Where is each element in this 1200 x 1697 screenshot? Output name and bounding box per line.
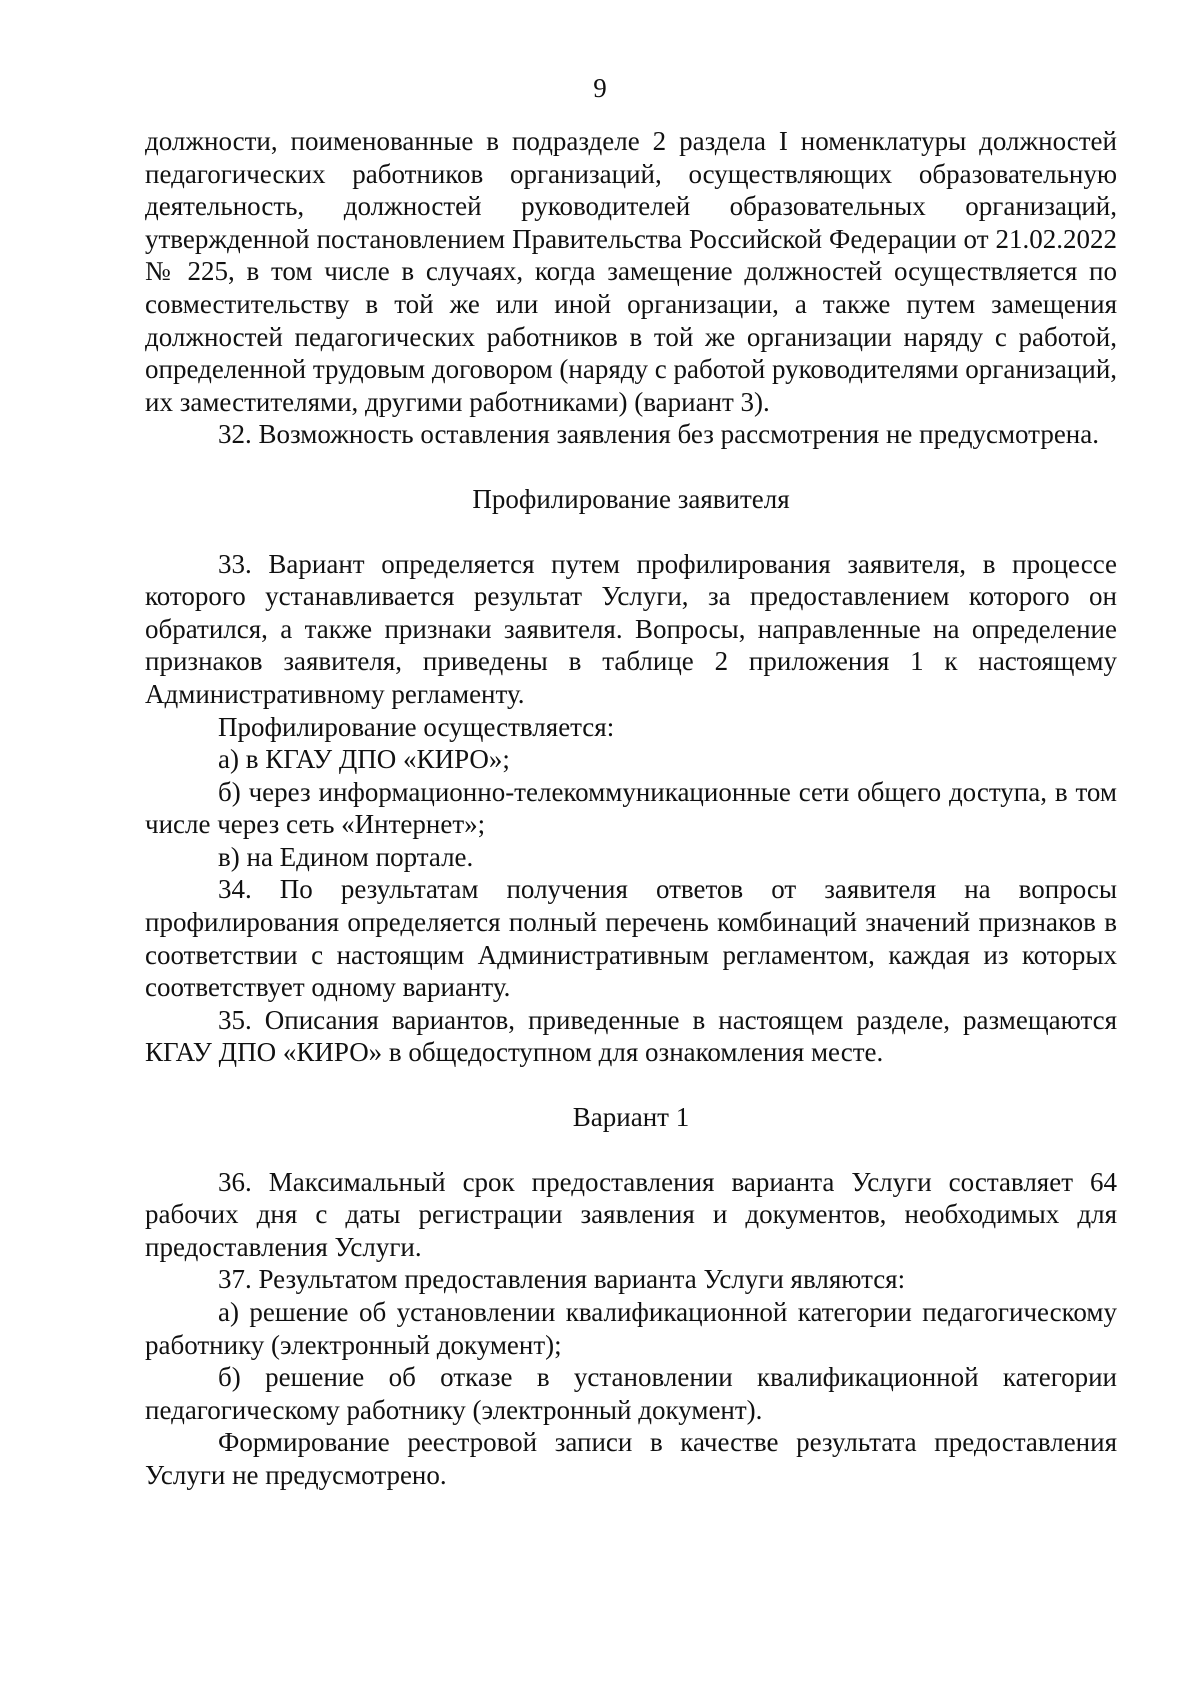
paragraph-37-item-a: а) решение об установлении квалификационной категории педагогическому работнику (электронный документ);	[145, 1297, 1117, 1360]
paragraph-35: 35. Описания вариантов, приведенные в настоящем разделе, размещаются КГАУ ДПО «КИРО» в общедоступном для ознакомления месте.	[145, 1004, 1117, 1068]
list-item-v: в) на Едином портале.	[218, 841, 474, 872]
paragraph-registry-record: Формирование реестровой записи в качестве результата предоставления Услуги не предусмотрено.	[145, 1427, 1117, 1490]
paragraph-continuation: должности, поименованные в подразделе 2 раздела I номенклатуры должностей педагогических работников организаций, осуществляющих образовательную деятельность, должностей руководителей образовательных организаций, утвержденной постановлением Правительства Российской Федерации от 21.02.2022 № 225, в том числе в случаях, когда замещение должностей осуществляется по совместительству в той же или иной организации, а также путем замещения должностей педагогических работников в той же организации наряду с работой, определенной трудовым договором (наряду с работой руководителями организаций, их заместителями, другими работниками) (вариант 3).	[145, 126, 1118, 417]
page-number: 9	[593, 73, 607, 103]
paragraph-profiling-intro: Профилирование осуществляется:	[218, 711, 615, 742]
section-heading-profiling: Профилирование заявителя	[472, 483, 790, 514]
paragraph-36: 36. Максимальный срок предоставления варианта Услуги составляет 64 рабочих дня с даты регистрации заявления и документов, необходимых для предоставления Услуги.	[145, 1166, 1117, 1262]
section-heading-variant-1: Вариант 1	[572, 1102, 690, 1133]
paragraph-34: 34. По результатам получения ответов от заявителя на вопросы профилирования определяется полный перечень комбинаций значений признаков в соответствии с настоящим Административным регламентом, каждая из которых соответствует одному варианту.	[145, 874, 1117, 1003]
paragraph-32: 32. Возможность оставления заявления без рассмотрения не предусмотрена.	[218, 419, 1099, 450]
paragraph-37-item-b: б) решение об отказе в установлении квалификационной категории педагогическому работнику (электронный документ).	[145, 1362, 1117, 1425]
paragraph-33: 33. Вариант определяется путем профилирования заявителя, в процессе которого устанавливается результат Услуги, за предоставлением которого он обратился, а также признаки заявителя. Вопросы, направленные на определение признаков заявителя, приведены в таблице 2 приложения 1 к настоящему Административному регламенту.	[145, 548, 1117, 709]
paragraph-37: 37. Результатом предоставления варианта Услуги являются:	[218, 1264, 906, 1295]
document-body	[145, 125, 1117, 1492]
list-item-b: б) через информационно-телекоммуникационные сети общего доступа, в том числе через сеть «Интернет»;	[145, 776, 1117, 840]
list-item-a: а) в КГАУ ДПО «КИРО»;	[218, 744, 510, 775]
